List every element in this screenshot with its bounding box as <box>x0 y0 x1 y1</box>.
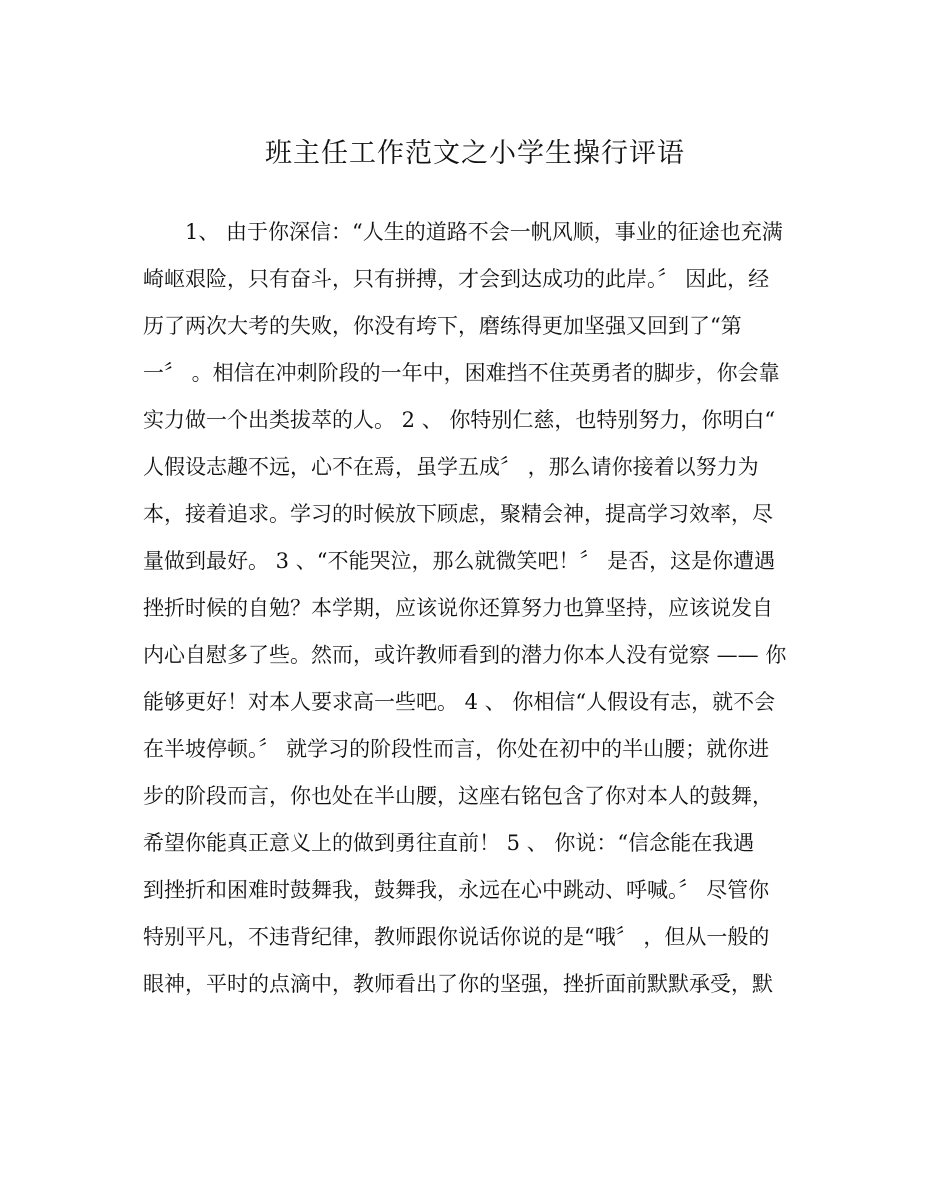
body-line: 量做到最好。 3 、“不能哭泣，那么就微笑吧！〞 是否，这是你遭遇 <box>143 549 776 573</box>
body-line: 希望你能真正意义上的做到勇往直前！ 5 、 你说：“信念能在我遇 <box>143 831 755 855</box>
body-line: 特别平凡，不违背纪律，教师跟你说话你说的是“哦〞 ，但从一般的 <box>143 925 770 949</box>
body-line: 实力做一个出类拔萃的人。 2 、 你特别仁慈，也特别努力，你明白“ <box>143 408 776 432</box>
body-line: 人假设志趣不远，心不在焉，虽学五成〞 ，那么请你接着以努力为 <box>143 455 759 479</box>
body-line: 步的阶段而言，你也处在半山腰，这座右铭包含了你对本人的鼓舞， <box>143 784 773 808</box>
body-line: 能够更好！对本人要求高一些吧。 4 、 你相信“人假设有志，就不会 <box>143 690 776 714</box>
body-line: 在半坡停顿。〞 就学习的阶段性而言，你处在初中的半山腰；就你进 <box>143 737 770 761</box>
body-line: 内心自慰多了些。然而，或许教师看到的潜力你本人没有觉察 —— 你 <box>143 643 787 667</box>
body-line: 一〞 。相信在冲刺阶段的一年中，困难挡不住英勇者的脚步，你会靠 <box>143 361 780 385</box>
body-line: 到挫折和困难时鼓舞我，鼓舞我，永远在心中跳动、呼喊。〞 尽管你 <box>143 878 770 902</box>
body-text <box>143 216 813 1015</box>
body-line: 眼神，平时的点滴中，教师看出了你的坚强，挫折面前默默承受，默 <box>143 972 773 996</box>
body-line: 崎岖艰险，只有奋斗，只有拼搏，才会到达成功的此岸。〞 因此，经 <box>143 267 770 291</box>
body-line: 挫折时候的自勉？本学期，应该说你还算努力也算坚持，应该说发自 <box>143 596 773 620</box>
body-line: 本，接着追求。学习的时候放下顾虑，聚精会神，提高学习效率，尽 <box>143 502 773 526</box>
body-line: 1、 由于你深信：“人生的道路不会一帆风顺，事业的征途也充满 <box>185 220 783 244</box>
page-title: 班主任工作范文之小学生操行评语 <box>265 138 685 169</box>
body-line: 历了两次大考的失败，你没有垮下，磨练得更加坚强又回到了“第 <box>143 314 742 338</box>
